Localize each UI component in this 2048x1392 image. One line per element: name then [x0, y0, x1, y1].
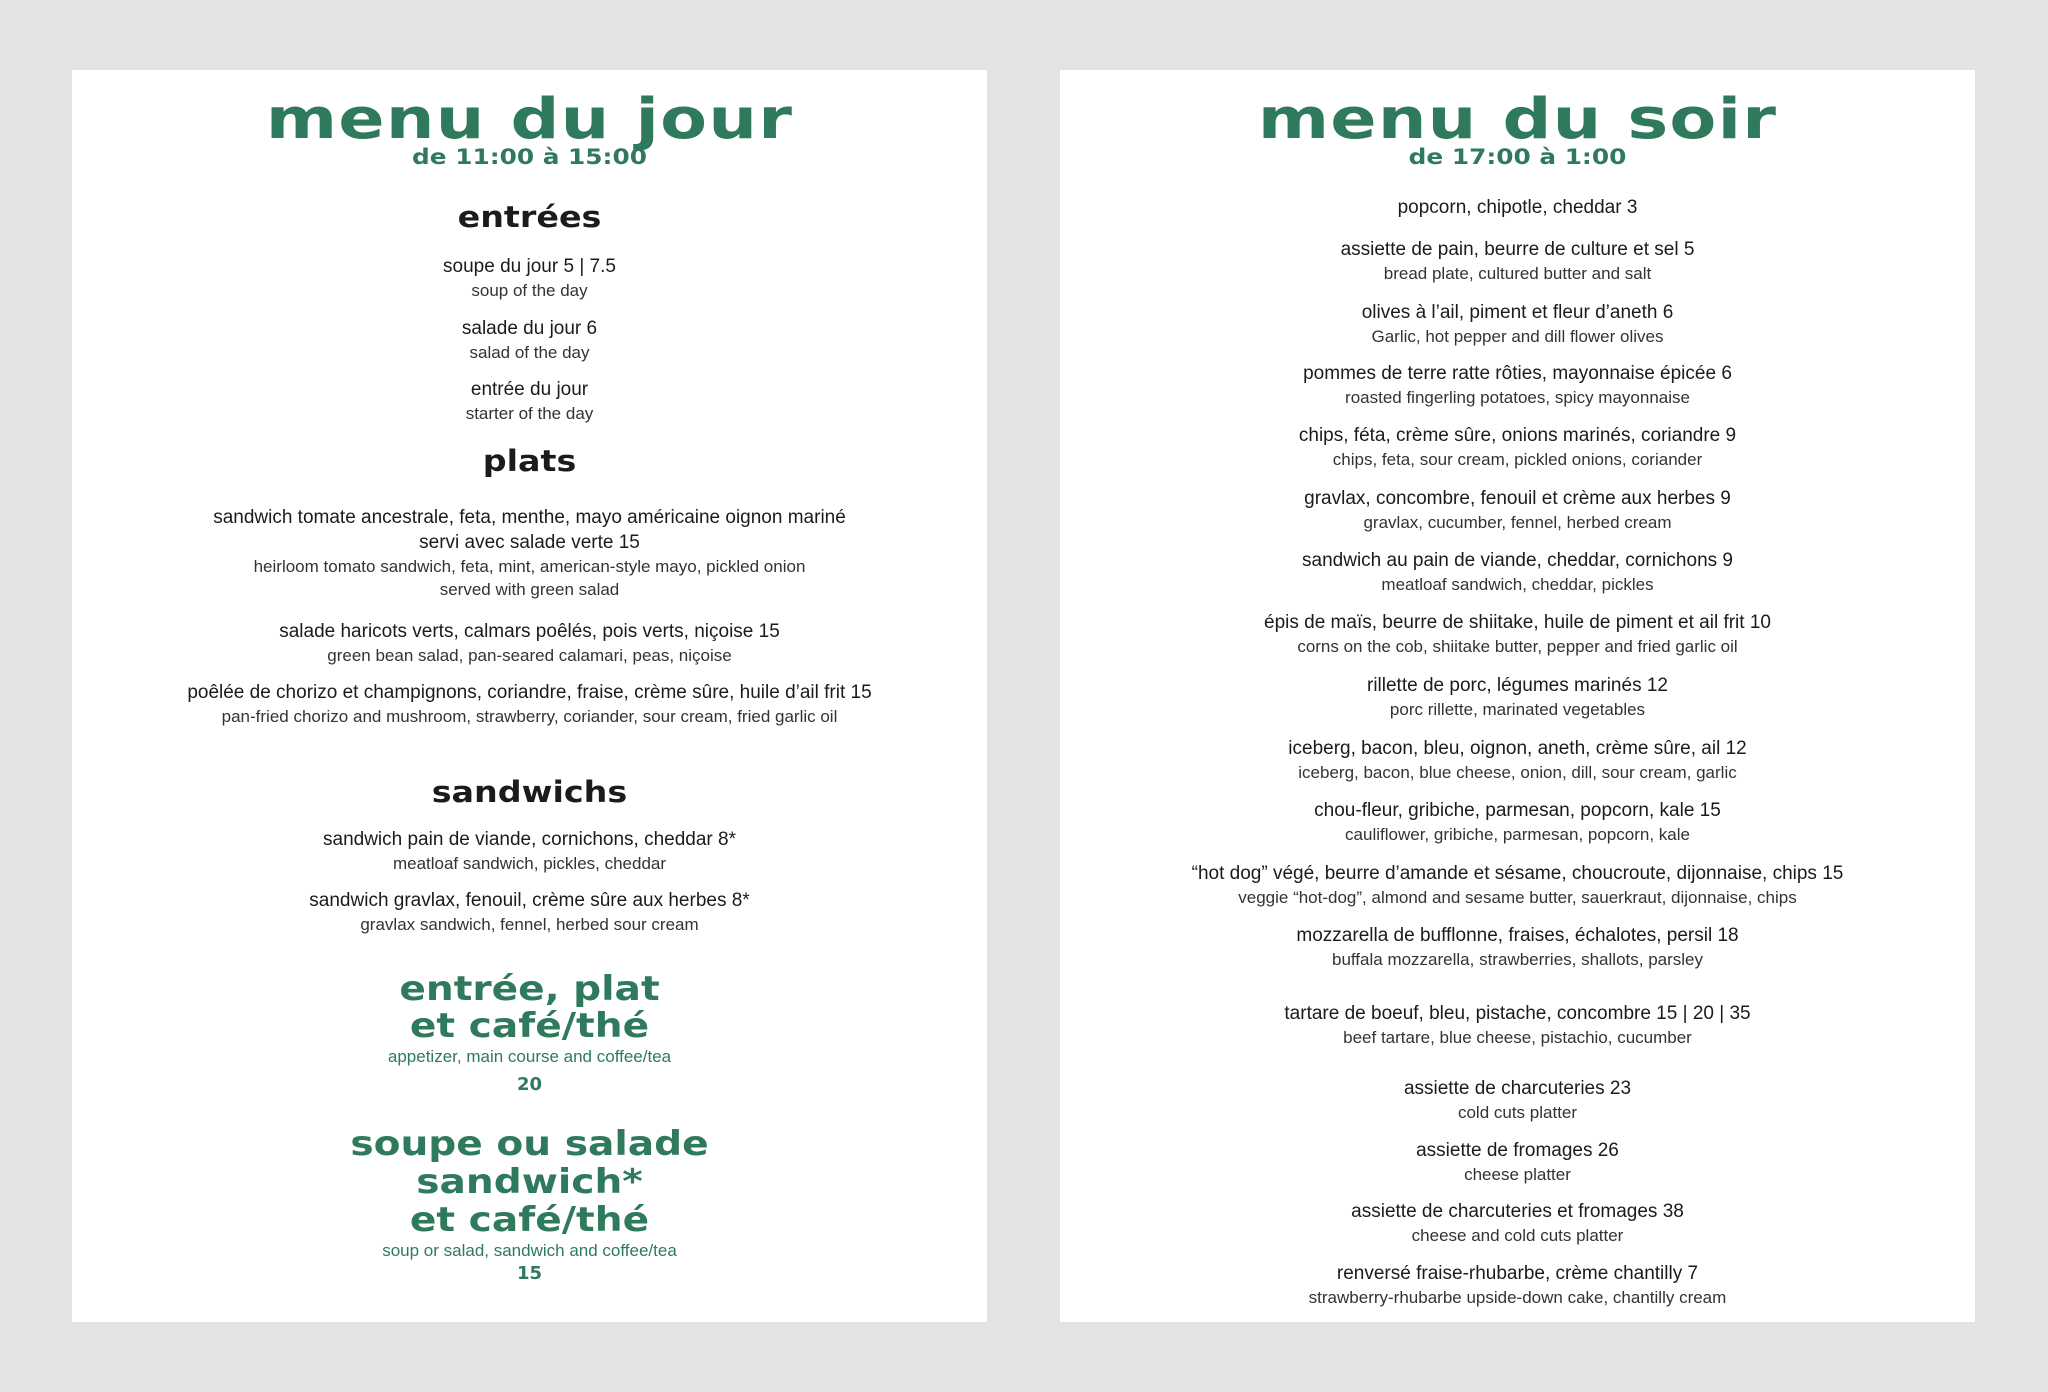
- item-french: “hot dog” végé, beurre d’amande et sésame, choucroute, dijonnaise, chips 15: [1191, 863, 1844, 884]
- item-english: bread plate, cultured butter and salt: [1383, 264, 1652, 283]
- item-french: sandwich tomate ancestrale, feta, menthe, mayo américaine oignon mariné: [213, 507, 846, 528]
- menu-item: [72, 888, 987, 936]
- item-english: served with green salad: [439, 580, 620, 599]
- item-english: heirloom tomato sandwich, feta, mint, american-style mayo, pickled onion: [253, 557, 806, 576]
- menu-du-jour-page: [72, 70, 987, 1322]
- menu-item: [72, 827, 987, 875]
- item-english: meatloaf sandwich, pickles, cheddar: [392, 854, 667, 873]
- combo1-title-line2: et café/thé: [409, 1006, 650, 1046]
- item-english: Garlic, hot pepper and dill flower olives: [1371, 327, 1664, 346]
- item-english: gravlax sandwich, fennel, herbed sour cream: [360, 915, 699, 934]
- combo2-price: 15: [516, 1263, 543, 1284]
- item-french: sandwich au pain de viande, cheddar, cornichons 9: [1302, 550, 1733, 571]
- item-english: gravlax, cucumber, fennel, herbed cream: [1363, 513, 1672, 532]
- item-english: cheese and cold cuts platter: [1411, 1226, 1624, 1245]
- item-english: green bean salad, pan-seared calamari, peas, niçoise: [327, 646, 732, 665]
- item-french: mozzarella de bufflonne, fraises, échalotes, persil 18: [1296, 925, 1739, 946]
- menu-du-soir-page: [1060, 70, 1975, 1322]
- section-entrees: entrées: [457, 200, 602, 234]
- item-english: porc rillette, marinated vegetables: [1389, 700, 1646, 719]
- item-french: renversé fraise-rhubarbe, crème chantilly 7: [1336, 1263, 1699, 1284]
- item-english: veggie “hot-dog”, almond and sesame butter, sauerkraut, dijonnaise, chips: [1238, 888, 1797, 907]
- item-english: cheese platter: [1464, 1165, 1571, 1184]
- item-french: assiette de charcuteries et fromages 38: [1351, 1201, 1684, 1222]
- item-english: beef tartare, blue cheese, pistachio, cucumber: [1343, 1028, 1692, 1047]
- menu-item: [1060, 237, 1975, 285]
- item-french: gravlax, concombre, fenouil et crème aux herbes 9: [1304, 488, 1731, 509]
- item-french: épis de maïs, beurre de shiitake, huile de piment et ail frit 10: [1264, 612, 1771, 633]
- item-english: iceberg, bacon, blue cheese, onion, dill, sour cream, garlic: [1298, 763, 1737, 782]
- section-plats: plats: [482, 444, 577, 478]
- menu-item: [72, 505, 987, 601]
- menu-item: [72, 619, 987, 667]
- menu-item: [1060, 861, 1975, 909]
- item-french: pommes de terre ratte rôties, mayonnaise épicée 6: [1303, 363, 1732, 384]
- combo1-english: appetizer, main course and coffee/tea: [387, 1047, 672, 1066]
- item-french: assiette de charcuteries 23: [1403, 1078, 1632, 1099]
- menu-item: [72, 377, 987, 425]
- day-menu-title: menu du jour: [265, 87, 794, 152]
- item-french: salade haricots verts, calmars poêlés, pois verts, niçoise 15: [279, 621, 780, 642]
- item-french: entrée du jour: [470, 379, 589, 400]
- item-french: poêlée de chorizo et champignons, coriandre, fraise, crème sûre, huile d’ail frit 15: [187, 682, 872, 703]
- menu-item: [1060, 798, 1975, 846]
- menu-item: [72, 680, 987, 728]
- item-french: sandwich gravlax, fenouil, crème sûre aux herbes 8*: [309, 890, 750, 911]
- item-french: salade du jour 6: [461, 318, 598, 339]
- evening-menu-hours: de 17:00 à 1:00: [1408, 145, 1627, 169]
- item-english: soup of the day: [471, 281, 588, 300]
- combo2-title-line2: sandwich*: [416, 1162, 643, 1202]
- combo2-title-line1: soupe ou salade: [350, 1124, 709, 1164]
- menu-item: [1060, 1001, 1975, 1049]
- menu-item: [1060, 1199, 1975, 1247]
- evening-menu-title: menu du soir: [1257, 87, 1778, 152]
- item-english: chips, feta, sour cream, pickled onions, coriander: [1332, 450, 1703, 469]
- menu-item: [1060, 736, 1975, 784]
- item-english: strawberry-rhubarbe upside-down cake, chantilly cream: [1308, 1288, 1727, 1307]
- item-french: olives à l’ail, piment et fleur d’aneth 6: [1361, 302, 1674, 323]
- item-english: salad of the day: [469, 343, 590, 362]
- item-french: tartare de boeuf, bleu, pistache, concombre 15 | 20 | 35: [1284, 1003, 1751, 1024]
- menu-item: [1060, 195, 1975, 220]
- item-french: servi avec salade verte 15: [419, 532, 640, 553]
- item-french: rillette de porc, légumes marinés 12: [1367, 675, 1668, 696]
- combo1-title-line1: entrée, plat: [399, 969, 660, 1009]
- item-english: starter of the day: [465, 404, 594, 423]
- day-menu-hours: de 11:00 à 15:00: [412, 145, 647, 169]
- item-french: chou-fleur, gribiche, parmesan, popcorn, kale 15: [1314, 800, 1721, 821]
- menu-item: [1060, 1138, 1975, 1186]
- menu-item: [1060, 673, 1975, 721]
- item-french: iceberg, bacon, bleu, oignon, aneth, crème sûre, ail 12: [1288, 738, 1747, 759]
- menu-item: [1060, 1076, 1975, 1124]
- item-french: sandwich pain de viande, cornichons, cheddar 8*: [323, 829, 736, 850]
- menu-item: [1060, 548, 1975, 596]
- item-english: cauliflower, gribiche, parmesan, popcorn, kale: [1345, 825, 1690, 844]
- item-french: chips, féta, crème sûre, onions marinés, coriandre 9: [1298, 425, 1737, 446]
- item-french: popcorn, chipotle, cheddar 3: [1397, 197, 1638, 218]
- item-english: meatloaf sandwich, cheddar, pickles: [1381, 575, 1654, 594]
- item-english: buffala mozzarella, strawberries, shallots, parsley: [1331, 950, 1703, 969]
- menu-item: [1060, 923, 1975, 971]
- menu-item: [72, 254, 987, 302]
- combo2-title-line3: et café/thé: [409, 1200, 650, 1240]
- menu-item: [1060, 423, 1975, 471]
- combo1-price: 20: [516, 1074, 543, 1095]
- menu-item: [1060, 300, 1975, 348]
- item-french: assiette de fromages 26: [1416, 1140, 1619, 1161]
- menu-item: [72, 316, 987, 364]
- section-sandwichs: sandwichs: [431, 775, 628, 809]
- menu-item: [1060, 486, 1975, 534]
- item-english: roasted fingerling potatoes, spicy mayonnaise: [1345, 388, 1690, 407]
- menu-item: [1060, 1261, 1975, 1309]
- item-french: assiette de pain, beurre de culture et sel 5: [1340, 239, 1695, 260]
- menu-item: [1060, 361, 1975, 409]
- item-english: cold cuts platter: [1457, 1103, 1578, 1122]
- combo2-english: soup or salad, sandwich and coffee/tea: [382, 1241, 677, 1260]
- item-english: corns on the cob, shiitake butter, pepper and fried garlic oil: [1297, 637, 1738, 656]
- item-french: soupe du jour 5 | 7.5: [443, 256, 616, 277]
- item-english: pan-fried chorizo and mushroom, strawberry, coriander, sour cream, fried garlic oil: [221, 707, 838, 726]
- menu-item: [1060, 610, 1975, 658]
